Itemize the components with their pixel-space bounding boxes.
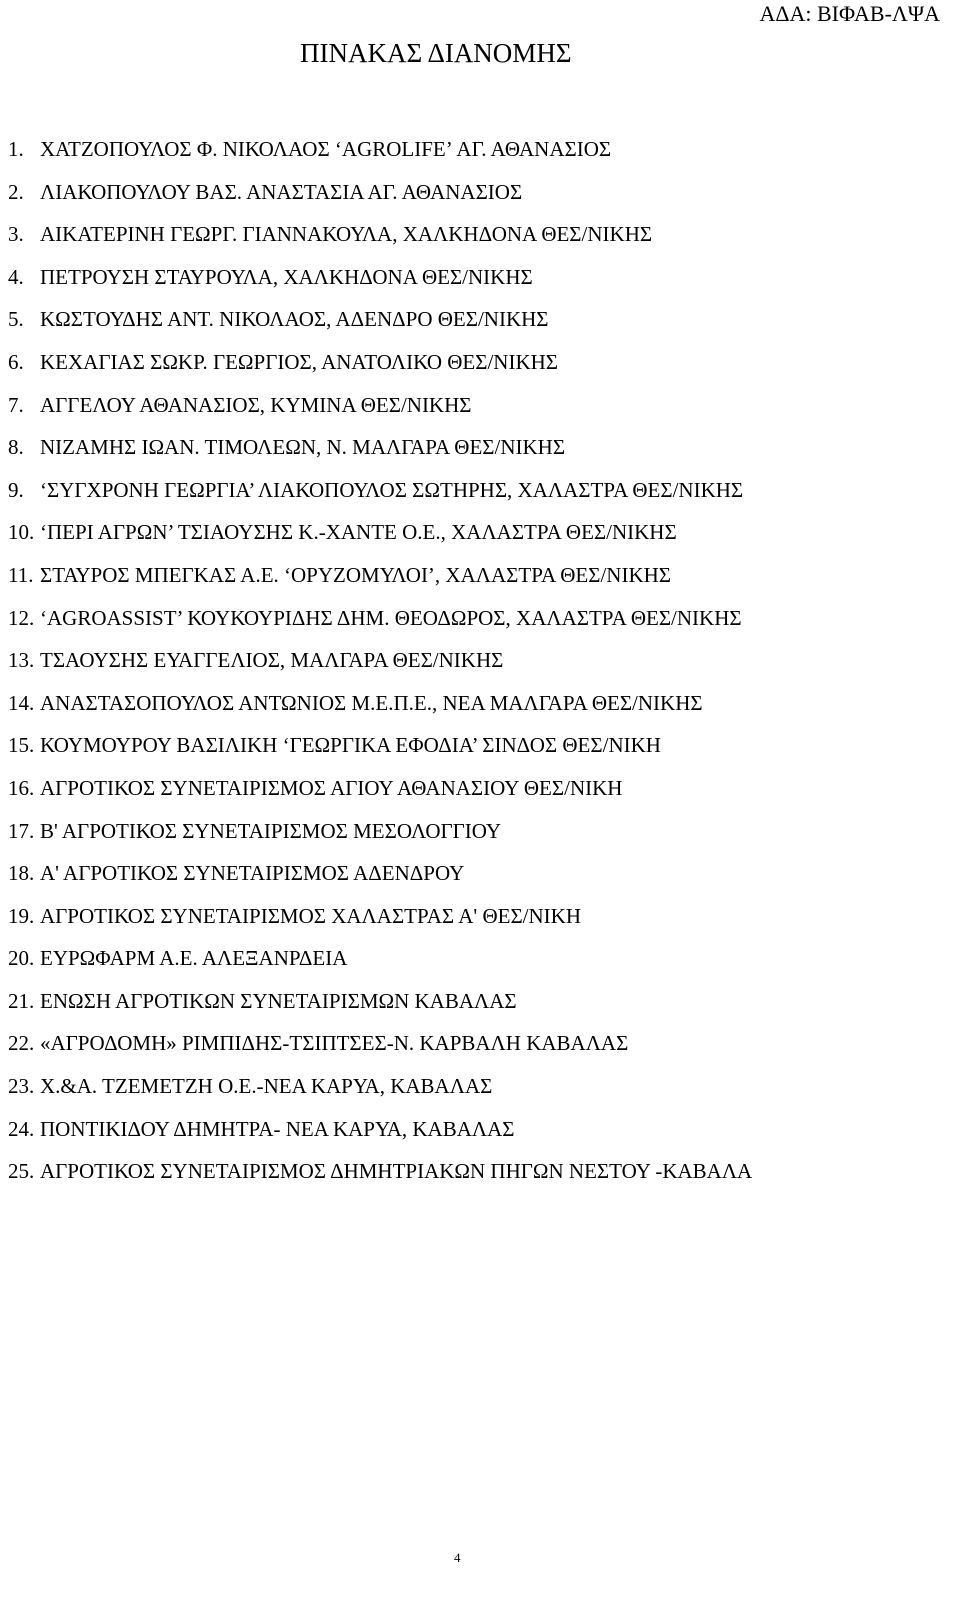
list-item	[8, 943, 752, 986]
list-item-text: ΠΕΤΡΟΥΣΗ ΣΤΑΥΡΟΥΛΑ, ΧΑΛΚΗΔΟΝΑ ΘΕΣ/ΝΙΚΗΣ	[40, 264, 533, 289]
list-item-number: 2.	[8, 179, 24, 204]
list-item-text: ‘ΣΥΓΧΡΟΝΗ ΓΕΩΡΓΙΑ’ ΛΙΑΚΟΠΟΥΛΟΣ ΣΩΤΗΡΗΣ, ΧΑΛΑΣΤΡΑ ΘΕΣ/ΝΙΚΗΣ	[40, 477, 744, 502]
list-item-number: 21.	[8, 988, 35, 1013]
list-item	[8, 773, 752, 816]
list-item-number: 13.	[8, 648, 35, 673]
list-item-text: ΝΙΖΑΜΗΣ ΙΩΑΝ. ΤΙΜΟΛΕΩΝ, Ν. ΜΑΛΓΑΡΑ ΘΕΣ/ΝΙΚΗΣ	[40, 435, 566, 460]
list-item-number: 10.	[8, 520, 35, 545]
list-item	[8, 645, 752, 688]
list-item-number: 18.	[8, 861, 35, 886]
list-item-number: 15.	[8, 733, 35, 758]
list-item-number: 25.	[8, 1159, 35, 1184]
list-item-text: ΕΥΡΩΦΑΡΜ Α.Ε. ΑΛΕΞΑΝΡΔΕΙΑ	[40, 946, 348, 971]
list-item-number: 14.	[8, 690, 35, 715]
list-item-text: ΑΙΚΑΤΕΡΙΝΗ ΓΕΩΡΓ. ΓΙΑΝΝΑΚΟΥΛΑ, ΧΑΛΚΗΔΟΝΑ ΘΕΣ/ΝΙΚΗΣ	[40, 222, 653, 247]
page-number: 4	[454, 1550, 461, 1565]
list-item	[8, 858, 752, 901]
list-item-number: 12.	[8, 605, 35, 630]
page-title: ΠΙΝΑΚΑΣ ΔΙΑΝΟΜΗΣ	[300, 38, 572, 68]
list-item	[8, 219, 752, 262]
list-item	[8, 816, 752, 859]
list-item-number: 19.	[8, 903, 35, 928]
list-item-text: ΚΕΧΑΓΙΑΣ ΣΩΚΡ. ΓΕΩΡΓΙΟΣ, ΑΝΑΤΟΛΙΚΟ ΘΕΣ/ΝΙΚΗΣ	[40, 349, 558, 374]
list-item-text: ‘AGROASSIST’ ΚΟΥΚΟΥΡΙΔΗΣ ΔΗΜ. ΘΕΟΔΩΡΟΣ, ΧΑΛΑΣΤΡΑ ΘΕΣ/ΝΙΚΗΣ	[40, 605, 742, 630]
list-item-number: 6.	[8, 349, 24, 374]
list-item-number: 5.	[8, 307, 24, 332]
list-item-number: 4.	[8, 264, 24, 289]
list-item	[8, 1028, 752, 1071]
list-item	[8, 688, 752, 731]
list-item-text: ΑΓΓΕΛΟΥ ΑΘΑΝΑΣΙΟΣ, ΚΥΜΙΝΑ ΘΕΣ/ΝΙΚΗΣ	[40, 392, 472, 417]
list-item-text: ΑΝΑΣΤΑΣΟΠΟΥΛΟΣ ΑΝΤΩΝΙΟΣ Μ.Ε.Π.Ε., ΝΕΑ ΜΑΛΓΑΡΑ ΘΕΣ/ΝΙΚΗΣ	[40, 690, 703, 715]
list-item	[8, 1156, 752, 1199]
list-item-text: ΠΟΝΤΙΚΙΔΟΥ ΔΗΜΗΤΡΑ- ΝΕΑ ΚΑΡΥΑ, ΚΑΒΑΛΑΣ	[40, 1116, 515, 1141]
list-item-number: 24.	[8, 1116, 35, 1141]
list-item-text: ΕΝΩΣΗ ΑΓΡΟΤΙΚΩΝ ΣΥΝΕΤΑΙΡΙΣΜΩΝ ΚΑΒΑΛΑΣ	[40, 988, 517, 1013]
list-item-text: ΑΓΡΟΤΙΚΟΣ ΣΥΝΕΤΑΙΡΙΣΜΟΣ ΔΗΜΗΤΡΙΑΚΩΝ ΠΗΓΩΝ ΝΕΣΤΟΥ -ΚΑΒΑΛΑ	[40, 1159, 753, 1184]
distribution-list	[8, 134, 752, 1199]
list-item-text: ΚΩΣΤΟΥΔΗΣ ΑΝΤ. ΝΙΚΟΛΑΟΣ, ΑΔΕΝΔΡΟ ΘΕΣ/ΝΙΚΗΣ	[40, 307, 549, 332]
list-item	[8, 177, 752, 220]
list-item-text: ΧΑΤΖΟΠΟΥΛΟΣ Φ. ΝΙΚΟΛΑΟΣ ‘AGROLIFE’ ΑΓ. ΑΘΑΝΑΣΙΟΣ	[40, 137, 612, 161]
list-item-text: Χ.&Α. ΤΖΕΜΕΤΖΗ Ο.Ε.-ΝΕΑ ΚΑΡΥΑ, ΚΑΒΑΛΑΣ	[40, 1074, 493, 1099]
list-item-text: ΑΓΡΟΤΙΚΟΣ ΣΥΝΕΤΑΙΡΙΣΜΟΣ ΧΑΛΑΣΤΡΑΣ Α' ΘΕΣ/ΝΙΚΗ	[40, 903, 581, 928]
list-item-number: 8.	[8, 435, 24, 460]
list-item-text: ΤΣΑΟΥΣΗΣ ΕΥΑΓΓΕΛΙΟΣ, ΜΑΛΓΑΡΑ ΘΕΣ/ΝΙΚΗΣ	[40, 648, 504, 673]
list-item	[8, 1114, 752, 1157]
list-item-text: ‘ΠΕΡΙ ΑΓΡΩΝ’ ΤΣΙΑΟΥΣΗΣ Κ.-ΧΑΝΤΕ Ο.Ε., ΧΑΛΑΣΤΡΑ ΘΕΣ/ΝΙΚΗΣ	[40, 520, 677, 545]
list-item	[8, 432, 752, 475]
list-item-number: 11.	[8, 562, 34, 587]
list-item-number: 20.	[8, 946, 35, 971]
list-item-number: 1.	[8, 137, 24, 161]
list-item	[8, 901, 752, 944]
list-item-text: ΑΓΡΟΤΙΚΟΣ ΣΥΝΕΤΑΙΡΙΣΜΟΣ ΑΓΙΟΥ ΑΘΑΝΑΣΙΟΥ ΘΕΣ/ΝΙΚΗ	[40, 775, 623, 800]
list-item	[8, 986, 752, 1029]
list-item	[8, 730, 752, 773]
list-item-number: 16.	[8, 775, 35, 800]
list-item-number: 17.	[8, 818, 35, 843]
list-item	[8, 262, 752, 305]
list-item	[8, 560, 752, 603]
list-item-number: 7.	[8, 392, 24, 417]
list-item-text: «ΑΓΡΟΔΟΜΗ» ΡΙΜΠΙΔΗΣ-ΤΣΙΠΤΣΕΣ-Ν. ΚΑΡΒΑΛΗ ΚΑΒΑΛΑΣ	[40, 1031, 629, 1056]
list-item	[8, 347, 752, 390]
list-item-text: ΛΙΑΚΟΠΟΥΛΟΥ ΒΑΣ. ΑΝΑΣΤΑΣΙΑ ΑΓ. ΑΘΑΝΑΣΙΟΣ	[40, 179, 523, 204]
list-item-number: 22.	[8, 1031, 35, 1056]
list-item	[8, 517, 752, 560]
list-item-text: ΣΤΑΥΡΟΣ ΜΠΕΓΚΑΣ Α.Ε. ‘ΟΡΥΖΟΜΥΛΟΙ’, ΧΑΛΑΣΤΡΑ ΘΕΣ/ΝΙΚΗΣ	[40, 562, 671, 587]
list-item	[8, 603, 752, 646]
list-item-text: Β' ΑΓΡΟΤΙΚΟΣ ΣΥΝΕΤΑΙΡΙΣΜΟΣ ΜΕΣΟΛΟΓΓΙΟΥ	[40, 818, 502, 843]
ada-code: ΑΔΑ: ΒΙΦΑΒ-ΛΨΑ	[759, 1, 940, 26]
list-item-number: 9.	[8, 477, 24, 502]
list-item-text: Α' ΑΓΡΟΤΙΚΟΣ ΣΥΝΕΤΑΙΡΙΣΜΟΣ ΑΔΕΝΔΡΟΥ	[40, 861, 465, 886]
list-item	[8, 1071, 752, 1114]
list-item	[8, 475, 752, 518]
list-item	[8, 390, 752, 433]
list-item-number: 3.	[8, 222, 24, 247]
list-item-number: 23.	[8, 1074, 35, 1099]
list-item-text: ΚΟΥΜΟΥΡΟΥ ΒΑΣΙΛΙΚΗ ‘ΓΕΩΡΓΙΚΑ ΕΦΟΔΙΑ’ ΣΙΝΔΟΣ ΘΕΣ/ΝΙΚΗ	[40, 733, 661, 758]
list-item	[8, 134, 752, 177]
list-item	[8, 304, 752, 347]
